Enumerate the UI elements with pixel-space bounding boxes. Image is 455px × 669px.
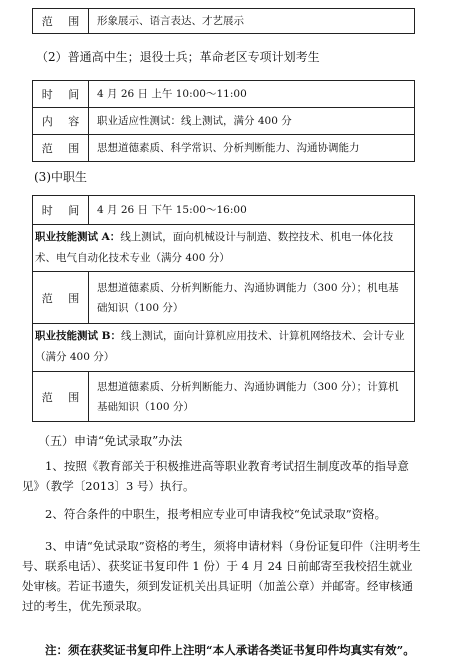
row-value: 职业适应性测试：线上测试，满分 400 分 [97,115,292,127]
table-row [33,271,414,323]
note-text: 须在获奖证书复印件上注明“本人承诺各类证书复印件均真实有效”。 [68,643,415,657]
row-label: 内 容 [33,108,89,134]
row-label: 范 围 [33,272,89,323]
row-label: 范 围 [33,9,89,33]
row-value: 思想道德素质、分析判断能力、沟通协调能力（300 分）；机电基础知识（100 分） [97,281,399,314]
note [22,640,422,660]
skill-b-text: 线上测试，面向计算机应用技术、计算机网络技术、会计专业（满分 400 分） [35,330,405,363]
table-row [33,196,414,224]
talent-table [32,8,415,34]
exam-table-high-school [32,80,415,162]
table-row [33,323,414,371]
paragraph-2: 2、符合条件的中职生，报考相应专业可申请我校“免试录取”资格。 [45,507,387,521]
row-value: 思想道德素质、分析判断能力、沟通协调能力（300 分）；计算机基础知识（100 分） [97,380,399,413]
skill-a-title: 职业技能测试 A： [35,231,121,243]
skill-test-a [33,225,414,271]
note-prefix: 注： [45,643,68,657]
skill-a-text: 线上测试，面向机械设计与制造、数控技术、机电一体化技术、电气自动化技术专业（满分 400 分） [35,231,394,264]
row-label: 范 围 [33,372,89,421]
table-row [33,371,414,421]
row-label: 时 间 [33,196,89,224]
table-row [33,81,414,107]
section-heading-5: （五）申请“免试录取”办法 [38,434,183,448]
table-row [33,107,414,134]
paragraph-3: 3、申请“免试录取”资格的考生，须将申请材料（身份证复印件（注明考生号、联系电话）、获奖证书复印件 1 份）于 4 月 24 日前邮寄至我校招生就业处审核。若证书遗失，须到发证机关出具证明（加盖公章）并邮寄。经审核通过的考生，优先预录取。 [22,539,421,613]
row-label: 范 围 [33,135,89,161]
row-value: 4 月 26 日 下午 15:00～16:00 [97,204,247,216]
table-row [33,134,414,161]
exam-table-vocational [32,195,415,422]
row-value: 4 月 26 日 上午 10:00～11:00 [97,88,247,100]
table-row [33,9,414,33]
paragraph-1: 1、按照《教育部关于积极推进高等职业教育考试招生制度改革的指导意见》（教学〔2013〕3 号）执行。 [22,459,409,493]
skill-b-title: 职业技能测试 B： [35,330,122,342]
skill-test-b [33,324,414,371]
table-row [33,224,414,271]
row-label: 时 间 [33,81,89,107]
section-heading-2: （2）普通高中生；退役士兵；革命老区专项计划考生 [36,50,320,64]
section-heading-3: (3)中职生 [34,170,87,184]
row-value: 形象展示、语言表达、才艺展示 [97,15,244,27]
row-value: 思想道德素质、科学常识、分析判断能力、沟通协调能力 [97,142,360,154]
